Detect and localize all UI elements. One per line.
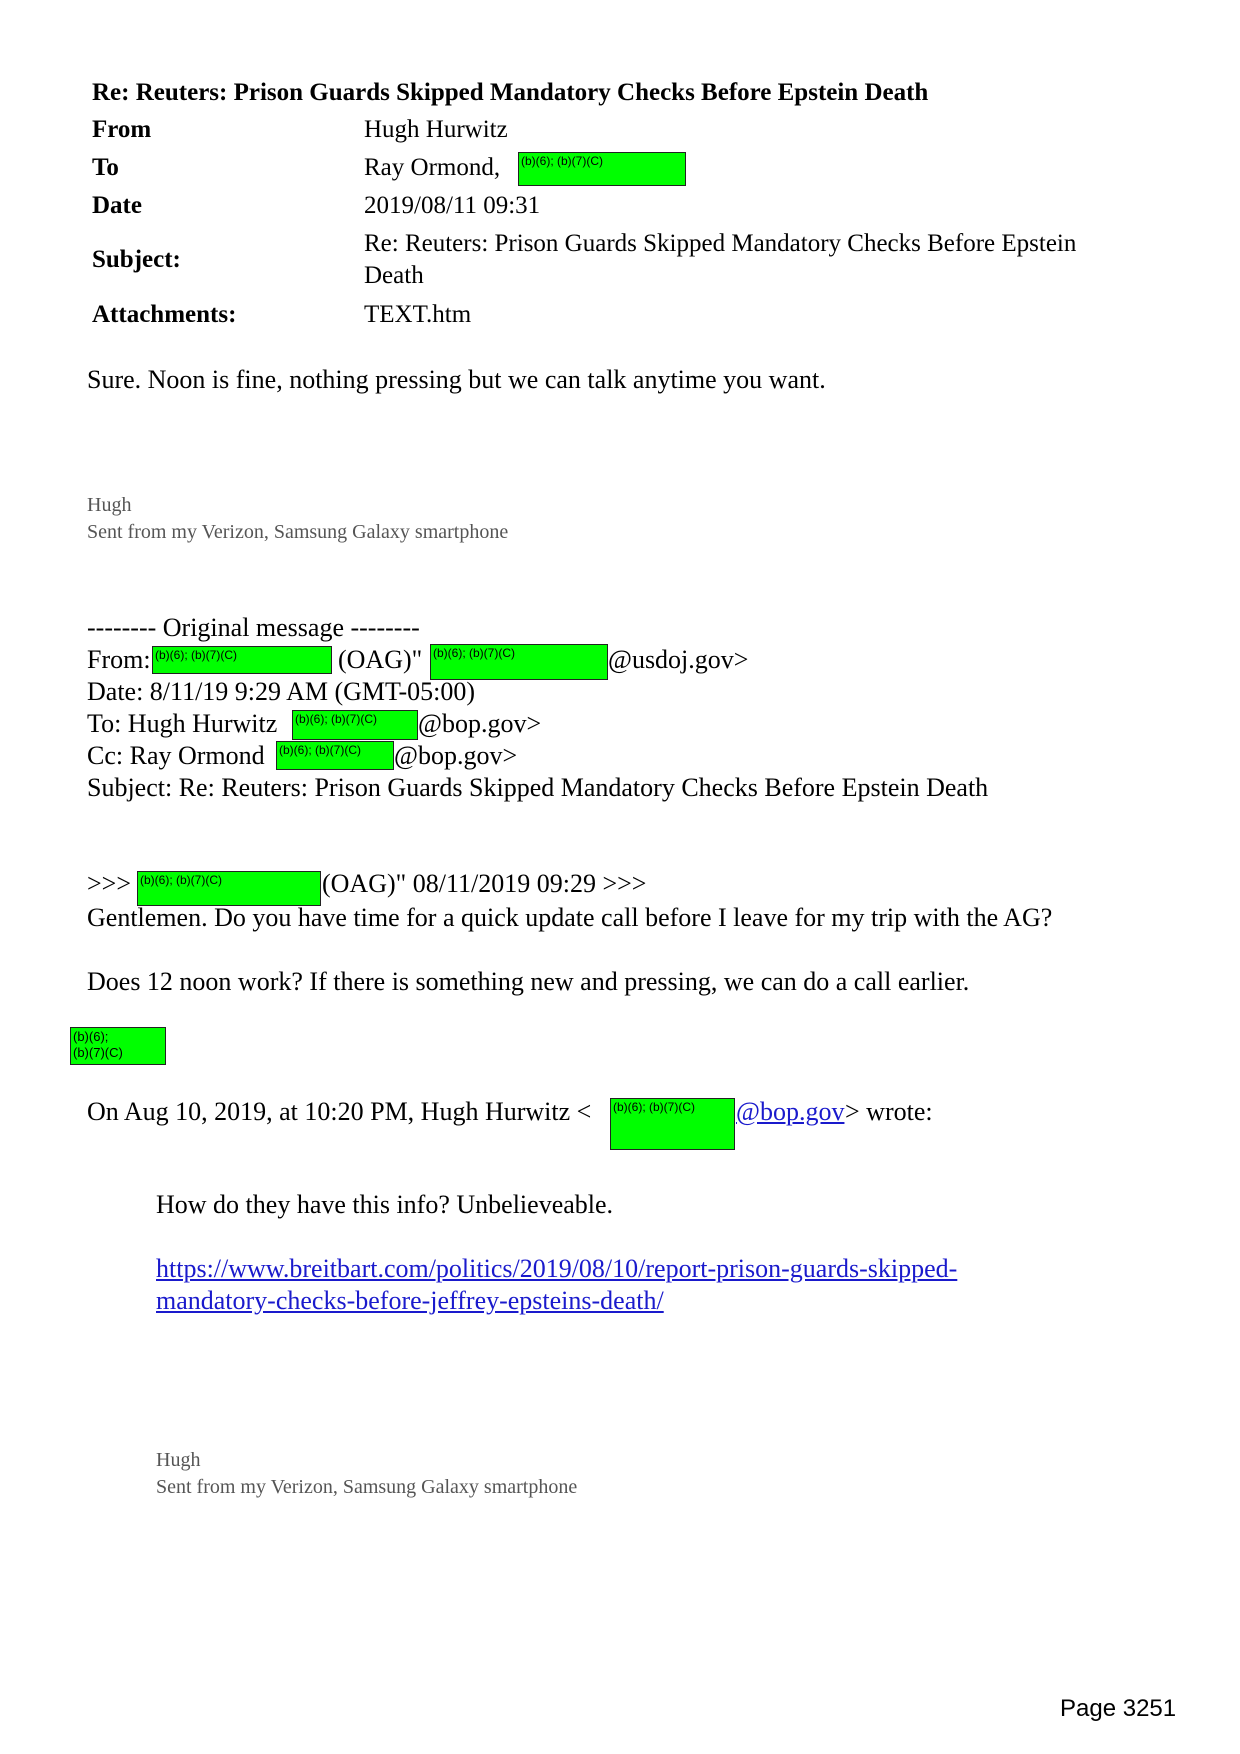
subject-value-line2: Death — [364, 262, 424, 289]
attachment-link[interactable]: TEXT.htm — [364, 301, 472, 328]
attachments-label: Attachments: — [92, 301, 237, 328]
original-message-divider: -------- Original message -------- — [87, 613, 420, 642]
redaction-box: (b)(6); (b)(7)(C) — [137, 871, 321, 906]
original-from-prefix: From: — [87, 645, 151, 674]
original-to-suffix: @bop.gov> — [418, 709, 542, 738]
page-number: Page 3251 — [1060, 1695, 1177, 1722]
date-value: 2019/08/11 09:31 — [364, 192, 541, 219]
reply-body: Sure. Noon is fine, nothing pressing but we can talk anytime you want. — [87, 365, 826, 394]
article-link-line-2[interactable]: mandatory-checks-before-jeffrey-epsteins-death/ — [156, 1286, 664, 1315]
subject-value-line1: Re: Reuters: Prison Guards Skipped Mandatory Checks Before Epstein — [364, 230, 1077, 257]
quoted-suffix: (OAG)" 08/11/2019 09:29 >>> — [322, 869, 647, 898]
earlier-intro-suffix: > wrote: — [845, 1097, 933, 1126]
original-from-mid: (OAG)" — [338, 645, 423, 674]
redaction-box: (b)(6); (b)(7)(C) — [276, 741, 394, 770]
original-cc-prefix: Cc: Ray Ormond — [87, 741, 265, 770]
redaction-box: (b)(6); (b)(7)(C) — [292, 710, 418, 740]
article-link-line-1[interactable]: https://www.breitbart.com/politics/2019/08/10/report-prison-guards-skipped- — [156, 1254, 958, 1283]
subject-label: Subject: — [92, 246, 181, 273]
quoted-line-1: Gentlemen. Do you have time for a quick update call before I leave for my trip with the AG? — [87, 903, 1053, 932]
earlier-signature-name: Hugh — [156, 1449, 201, 1471]
redaction-code-line-1: (b)(6); — [73, 1029, 109, 1044]
to-label: To — [92, 154, 119, 181]
redaction-box: (b)(6); (b)(7)(C) — [430, 644, 608, 680]
to-value: Ray Ormond, — [364, 154, 501, 181]
original-cc-suffix: @bop.gov> — [394, 741, 518, 770]
earlier-signature-device: Sent from my Verizon, Samsung Galaxy smartphone — [156, 1476, 578, 1498]
redaction-box — [70, 1027, 166, 1065]
date-label: Date — [92, 192, 142, 219]
redaction-box: (b)(6); (b)(7)(C) — [152, 646, 332, 674]
reply-signature-device: Sent from my Verizon, Samsung Galaxy smartphone — [87, 521, 509, 543]
original-to-prefix: To: Hugh Hurwitz — [87, 709, 278, 738]
quoted-line-2: Does 12 noon work? If there is something new and pressing, we can do a call earlier. — [87, 967, 970, 996]
redaction-box: (b)(6); (b)(7)(C) — [518, 152, 686, 186]
email-link[interactable]: @bop.gov — [736, 1097, 845, 1126]
email-title: Re: Reuters: Prison Guards Skipped Mandatory Checks Before Epstein Death — [92, 79, 929, 106]
from-label: From — [92, 116, 152, 143]
original-subject: Subject: Re: Reuters: Prison Guards Skipped Mandatory Checks Before Epstein Death — [87, 773, 989, 802]
redaction-box: (b)(6); (b)(7)(C) — [610, 1098, 735, 1150]
earlier-intro-prefix: On Aug 10, 2019, at 10:20 PM, Hugh Hurwitz < — [87, 1097, 592, 1126]
reply-signature-name: Hugh — [87, 494, 132, 516]
original-from-suffix: @usdoj.gov> — [608, 645, 749, 674]
original-date: Date: 8/11/19 9:29 AM (GMT-05:00) — [87, 677, 476, 706]
earlier-body: How do they have this info? Unbelieveable. — [156, 1190, 614, 1219]
from-value: Hugh Hurwitz — [364, 116, 508, 143]
quoted-prefix: >>> — [87, 869, 131, 898]
redaction-code-line-2: (b)(7)(C) — [73, 1045, 123, 1060]
